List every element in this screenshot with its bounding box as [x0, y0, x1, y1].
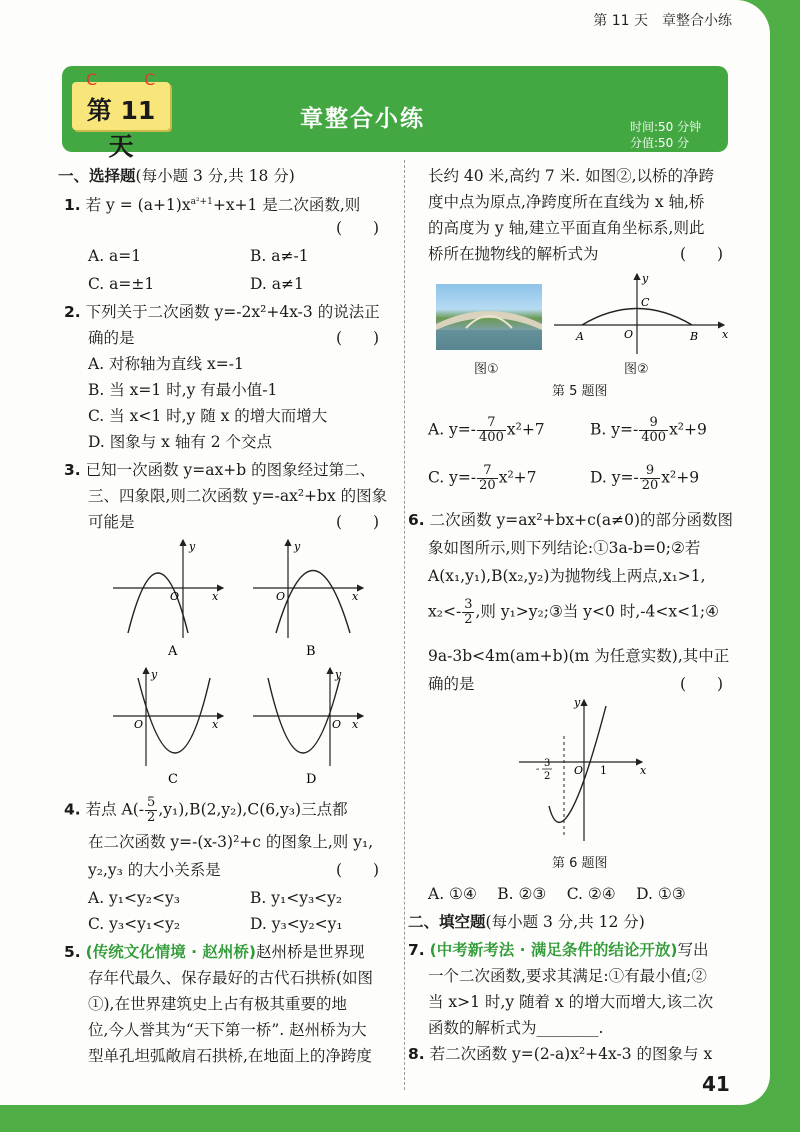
q5-option-b	[590, 416, 707, 445]
q6-origin: O	[574, 764, 584, 777]
q4-line1-a: 若点 A(-	[85, 800, 145, 819]
q4-fraction-num: 5	[147, 795, 156, 810]
q5-c-num: 7	[477, 464, 498, 479]
q8-number: 8.	[408, 1045, 425, 1063]
q5-a-num: 7	[477, 416, 506, 431]
q5-c-pre: C. y=-	[428, 468, 477, 487]
q3-graph-c	[113, 668, 223, 787]
q5-d-fraction	[640, 464, 661, 493]
q6-fraction-den: 2	[464, 612, 473, 627]
q3-d-x-label: x	[352, 718, 359, 731]
q4-option-c: C. y₃<y₁<y₂	[88, 915, 181, 933]
q3-label-b: B	[306, 644, 316, 659]
q6-stem-line2: 象如图所示,则下列结论:①3a-b=0;②若	[428, 539, 701, 557]
q5-tag: (传统文化情境 · 赵州桥)	[85, 943, 256, 961]
q3-label-a: A	[168, 644, 178, 659]
q3-a-origin: O	[170, 590, 180, 603]
q5-option-d	[590, 464, 699, 493]
page-title: 章整合小练	[300, 106, 425, 132]
q6-stem-line3: A(x₁,y₁),B(x₂,y₂)为抛物线上两点,x₁>1,	[428, 567, 706, 585]
q6-stem-line1	[408, 510, 733, 530]
q3-graph-options	[108, 538, 408, 788]
q1-option-b: B. a≠-1	[250, 247, 309, 265]
q5-b-fraction	[639, 416, 668, 445]
q3-stem-line2: 三、四象限,则二次函数 y=-ax²+bx 的图象	[88, 487, 388, 505]
q3-d-origin: O	[332, 718, 342, 731]
q3-answer-paren: ( )	[336, 513, 380, 531]
q7-stem-line2: 一个二次函数,要求其满足:①有最小值;②	[428, 967, 707, 985]
q3-b-y-label: y	[294, 540, 301, 553]
q5-point-b: B	[690, 330, 699, 343]
q5-d-num: 9	[640, 464, 661, 479]
q1-option-d: D. a≠1	[250, 275, 304, 293]
q4-stem-line3: y₂,y₃ 的大小关系是	[88, 861, 221, 879]
q6-number: 6.	[408, 511, 425, 529]
q5-a-pre: A. y=-	[428, 420, 477, 439]
q3-graph-b	[253, 540, 363, 659]
q7-stem-line4: 函数的解析式为________.	[428, 1019, 604, 1037]
corner-mark-left: C	[86, 70, 98, 89]
q6-stem-line6: 确的是	[428, 675, 475, 693]
q6-line4-b: ,则 y₁>y₂;③当 y<0 时,-4<x<1;④	[475, 602, 720, 621]
q6-tick-den: 2	[544, 771, 551, 782]
q3-a-y-label: y	[189, 540, 196, 553]
q4-option-a: A. y₁<y₂<y₃	[88, 889, 180, 907]
q3-number: 3.	[64, 461, 81, 479]
q3-line1: 已知一次函数 y=ax+b 的图象经过第二、	[85, 461, 376, 479]
q3-label-d: D	[306, 772, 317, 787]
q6-stem-line4	[428, 598, 719, 627]
q1-option-c: C. a=±1	[88, 275, 155, 293]
time-label: 时间:50 分钟	[630, 120, 702, 134]
q6-line1: 二次函数 y=ax²+bx+c(a≠0)的部分函数图	[429, 511, 733, 529]
q7-stem-line3: 当 x>1 时,y 随着 x 的增大而增大,该二次	[428, 993, 714, 1011]
q5-c-fraction	[477, 464, 498, 493]
q4-stem-line2: 在二次函数 y=-(x-3)²+c 的图象上,则 y₁,	[88, 833, 374, 851]
q8-line1: 若二次函数 y=(2-a)x²+4x-3 的图象与 x	[429, 1045, 713, 1063]
q5-y-label: y	[642, 272, 649, 285]
q6-stem-line5: 9a-3b<4m(am+b)(m 为任意实数),其中正	[428, 647, 730, 665]
q5-parabola-figure	[552, 272, 732, 362]
q4-line1-b: ,y₁),B(2,y₂),C(6,y₃)三点都	[158, 800, 348, 819]
q4-fraction-den: 2	[147, 810, 156, 825]
q5-a-den: 400	[479, 430, 504, 445]
q6-answer-paren: ( )	[680, 675, 724, 693]
q2-number: 2.	[64, 303, 81, 321]
q4-number: 4.	[64, 800, 81, 819]
q2-option-a: A. 对称轴为直线 x=-1	[88, 355, 244, 373]
q5-d-den: 20	[641, 478, 659, 493]
q5-answer-paren: ( )	[680, 245, 724, 263]
section-1-title: 一、选择题	[58, 167, 136, 185]
q5-stem-line4: 位,今人誉其为“天下第一桥”. 赵州桥为大	[88, 1021, 367, 1039]
q3-b-origin: O	[276, 590, 286, 603]
page-number: 41	[702, 1072, 730, 1096]
q5-number: 5.	[64, 943, 81, 961]
q2-option-d: D. 图象与 x 轴有 2 个交点	[88, 433, 273, 451]
q5-point-c: C	[641, 296, 650, 309]
q6-line4-a: x₂<-	[428, 602, 462, 621]
q1-text-b: +x+1 是二次函数,则	[212, 196, 361, 215]
q2-stem-line1	[64, 302, 380, 322]
q2-answer-paren: ( )	[336, 329, 380, 347]
q5-stem-line5: 型单孔坦弧敞肩石拱桥,在地面上的净跨度	[88, 1047, 372, 1065]
q5-b-pre: B. y=-	[590, 420, 639, 439]
q5-d-post: x²+9	[661, 468, 700, 487]
bridge-photo-drawing	[436, 284, 542, 350]
q5-x-label: x	[722, 328, 729, 341]
q5-figure-caption: 第 5 题图	[552, 384, 608, 399]
q6-tick-sign: -	[536, 764, 540, 775]
q6-x-label: x	[640, 764, 647, 777]
q7-stem-line1	[408, 940, 709, 960]
q3-graph-a	[113, 540, 223, 659]
q3-d-y-label: y	[335, 668, 342, 681]
q5-point-a: A	[576, 330, 584, 343]
q1-stem	[64, 192, 360, 215]
running-head: 第 11 天 章整合小练	[593, 13, 732, 29]
q5-option-a	[428, 416, 545, 445]
q4-fraction	[145, 796, 157, 825]
q6-fraction	[462, 598, 474, 627]
q5-stem-line9: 桥所在抛物线的解析式为	[428, 245, 599, 263]
corner-mark-right: C	[144, 70, 156, 89]
q7-number: 7.	[408, 941, 425, 959]
q1-option-a: A. a=1	[88, 247, 142, 265]
q6-options: A. ①④ B. ②③ C. ②④ D. ①③	[428, 885, 686, 903]
q5-b-post: x²+9	[669, 420, 707, 439]
q6-figure-caption: 第 6 题图	[552, 856, 608, 871]
q3-a-x-label: x	[212, 590, 219, 603]
q4-answer-paren: ( )	[336, 861, 380, 879]
q7-tag: (中考新考法 · 满足条件的结论开放)	[429, 941, 678, 959]
day-label: 第 11 天	[86, 96, 156, 161]
q3-stem-line1	[64, 460, 375, 480]
q1-exponent: a²+1	[190, 197, 213, 207]
zhaozhou-bridge-photo	[436, 284, 542, 350]
q6-y-label: y	[574, 696, 581, 709]
q5-origin: O	[624, 328, 634, 341]
q4-option-d: D. y₃<y₂<y₁	[250, 915, 343, 933]
section-2-note: (每小题 3 分,共 12 分)	[485, 913, 645, 931]
q3-label-c: C	[168, 772, 178, 787]
q2-option-c: C. 当 x<1 时,y 随 x 的增大而增大	[88, 407, 328, 425]
section-1-heading	[58, 166, 295, 186]
q6-parabola-figure	[514, 696, 654, 844]
q5-line1-rest: 赵州桥是世界现	[255, 943, 365, 961]
q3-b-x-label: x	[352, 590, 359, 603]
q5-stem-line3: ①),在世界建筑史上占有极其重要的地	[88, 995, 347, 1013]
q5-b-num: 9	[639, 416, 668, 431]
q5-stem-line1	[64, 942, 365, 962]
day-badge	[72, 70, 170, 161]
q5-stem-line8: 的高度为 y 轴,建立平面直角坐标系,则此	[428, 219, 705, 237]
q2-stem-line2: 确的是	[88, 329, 135, 347]
q5-stem-line6: 长约 40 米,高约 7 米. 如图②,以桥的净跨	[428, 167, 715, 185]
q2-line1: 下列关于二次函数 y=-2x²+4x-3 的说法正	[85, 303, 380, 321]
q4-stem-line1	[64, 796, 348, 825]
q5-fig1-caption: 图①	[474, 362, 499, 377]
q2-option-b: B. 当 x=1 时,y 有最小值-1	[88, 381, 278, 399]
q5-option-c	[428, 464, 537, 493]
section-1-note: (每小题 3 分,共 18 分)	[135, 167, 295, 185]
q6-tick-one: 1	[600, 764, 607, 777]
q5-b-den: 400	[641, 430, 667, 445]
q5-c-den: 20	[479, 478, 496, 493]
q1-text-a: 若 y = (a+1)x	[85, 196, 191, 215]
q6-tick-num: 3	[544, 758, 551, 769]
q5-d-pre: D. y=-	[590, 468, 639, 487]
q3-stem-line3: 可能是	[88, 513, 135, 531]
q5-fig2-caption: 图②	[624, 362, 649, 377]
q4-option-b: B. y₁<y₃<y₂	[250, 889, 343, 907]
q8-stem-line1	[408, 1044, 712, 1064]
q3-c-y-label: y	[151, 668, 158, 681]
q6-fraction-num: 3	[464, 597, 473, 612]
q3-c-origin: O	[134, 718, 144, 731]
q5-c-post: x²+7	[498, 468, 537, 487]
q5-a-post: x²+7	[506, 420, 545, 439]
q5-a-fraction	[477, 416, 506, 445]
section-2-heading	[408, 912, 645, 932]
q5-stem-line2: 存年代最久、保存最好的古代石拱桥(如图	[88, 969, 374, 987]
score-label: 分值:50 分	[630, 136, 690, 150]
q3-graph-d	[253, 668, 363, 787]
q7-line1-rest: 写出	[677, 941, 709, 959]
q1-number: 1.	[64, 196, 81, 215]
section-2-title: 二、填空题	[408, 913, 486, 931]
q1-answer-paren: ( )	[336, 219, 380, 237]
q5-stem-line7: 度中点为原点,净跨度所在直线为 x 轴,桥	[428, 193, 705, 211]
q3-c-x-label: x	[212, 718, 219, 731]
